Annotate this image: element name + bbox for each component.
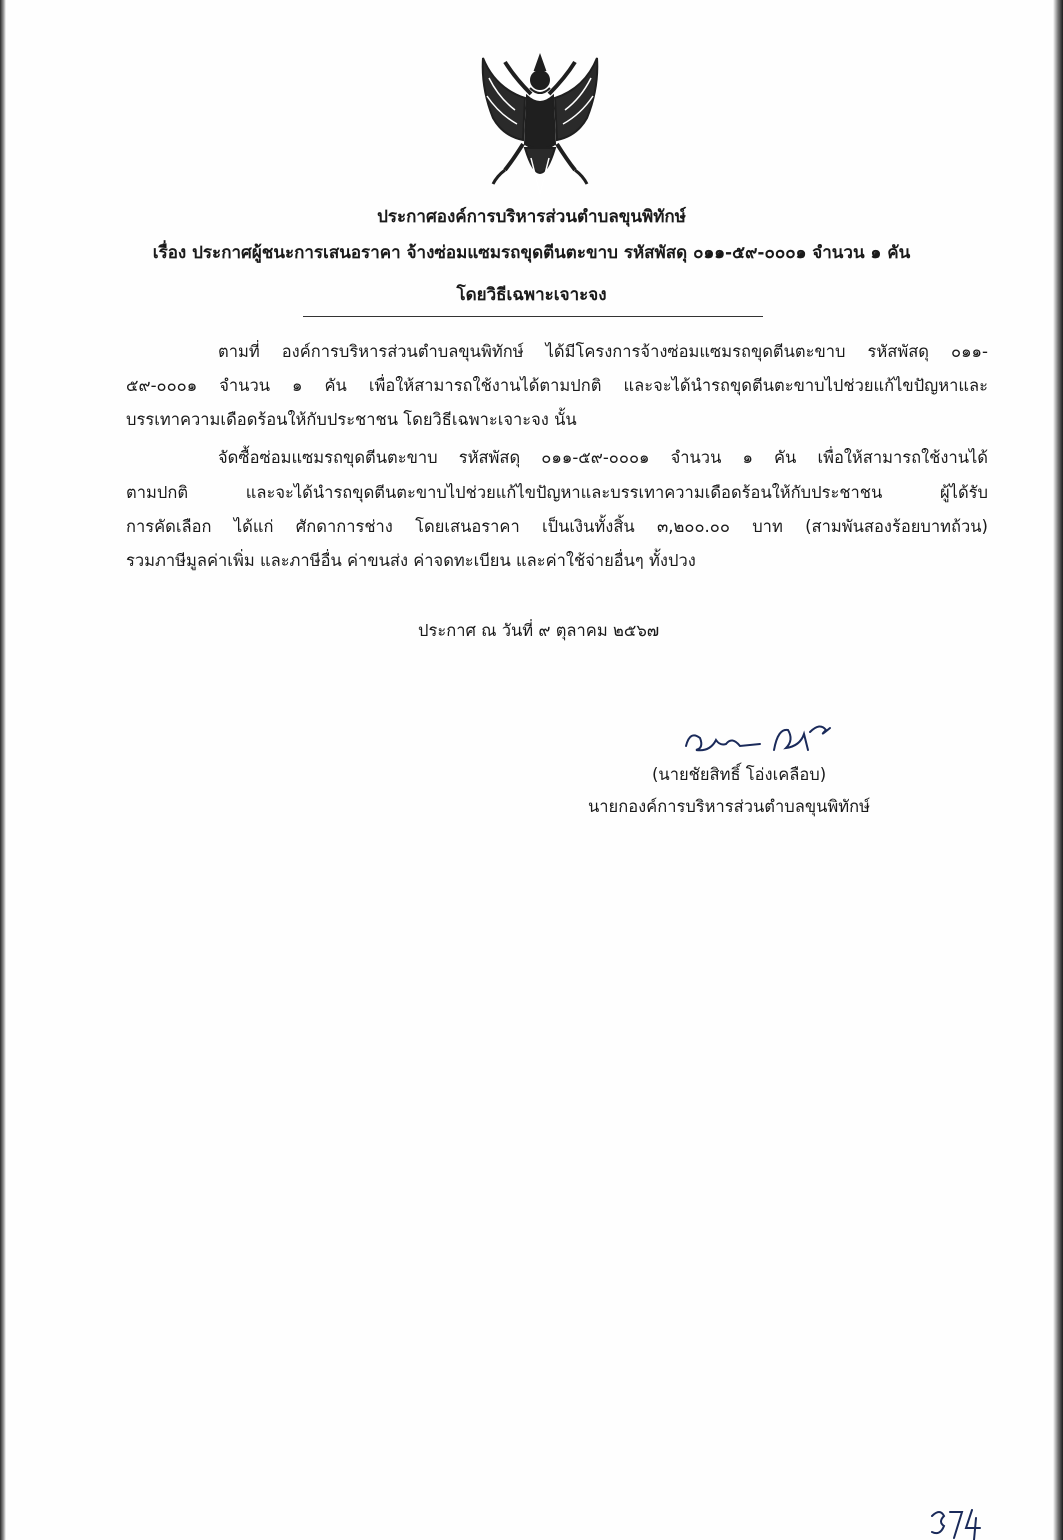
heading-divider [303, 316, 763, 317]
signature-icon [670, 716, 850, 760]
paragraph1-line: ตามที่ องค์การบริหารส่วนตำบลขุนพิทักษ์ ได้มีโครงการจ้างซ่อมแซมรถขุดตีนตะขาบ รหัสพัสดุ ๐๑๑- [218, 342, 988, 361]
paragraph2-line: การคัดเลือก ได้แก่ ศักดาการช่าง โดยเสนอราคา เป็นเงินทั้งสิ้น ๓,๒๐๐.๐๐ บาท (สามพันสองร้อยบาทถ้วน) [126, 517, 988, 536]
heading-subject: เรื่อง ประกาศผู้ชนะการเสนอราคา จ้างซ่อมแซมรถขุดตีนตะขาบ รหัสพัสดุ ๐๑๑-๕๙-๐๐๐๑ จำนวน ๑ คัน [152, 243, 911, 263]
announcement-date: ประกาศ ณ วันที่ ๙ ตุลาคม ๒๕๖๗ [418, 621, 660, 640]
signer-name: (นายชัยสิทธิ์ โอ่งเคลือบ) [652, 765, 827, 784]
handwritten-page-number-icon [926, 1500, 986, 1540]
paragraph1-line: ๕๙-๐๐๐๑ จำนวน ๑ คัน เพื่อให้สามารถใช้งานได้ตามปกติ และจะได้นำรถขุดตีนตะขาบไปช่วยแก้ไขปัญหาและ [126, 376, 988, 395]
paragraph1-line: บรรเทาความเดือดร้อนให้กับประชาชน โดยวิธีเฉพาะเจาะจง นั้น [126, 410, 577, 429]
scan-edge-right [1053, 0, 1063, 1540]
paragraph2-line: จัดซื้อซ่อมแซมรถขุดตีนตะขาบ รหัสพัสดุ ๐๑๑-๕๙-๐๐๐๑ จำนวน ๑ คัน เพื่อให้สามารถใช้งานได้ [218, 448, 988, 467]
garuda-emblem-icon [475, 48, 605, 208]
signer-title: นายกองค์การบริหารส่วนตำบลขุนพิทักษ์ [588, 797, 871, 816]
paragraph2-line: รวมภาษีมูลค่าเพิ่ม และภาษีอื่น ค่าขนส่ง ค่าจดทะเบียน และค่าใช้จ่ายอื่นๆ ทั้งปวง [126, 551, 696, 570]
heading-method: โดยวิธีเฉพาะเจาะจง [456, 285, 607, 305]
paragraph2-line: ตามปกติ และจะได้นำรถขุดตีนตะขาบไปช่วยแก้ไขปัญหาและบรรเทาความเดือดร้อนให้กับประชาชน ผู้ได้รับ [126, 483, 988, 502]
heading-agency: ประกาศองค์การบริหารส่วนตำบลขุนพิทักษ์ [377, 207, 686, 227]
scan-edge-left [0, 0, 6, 1540]
